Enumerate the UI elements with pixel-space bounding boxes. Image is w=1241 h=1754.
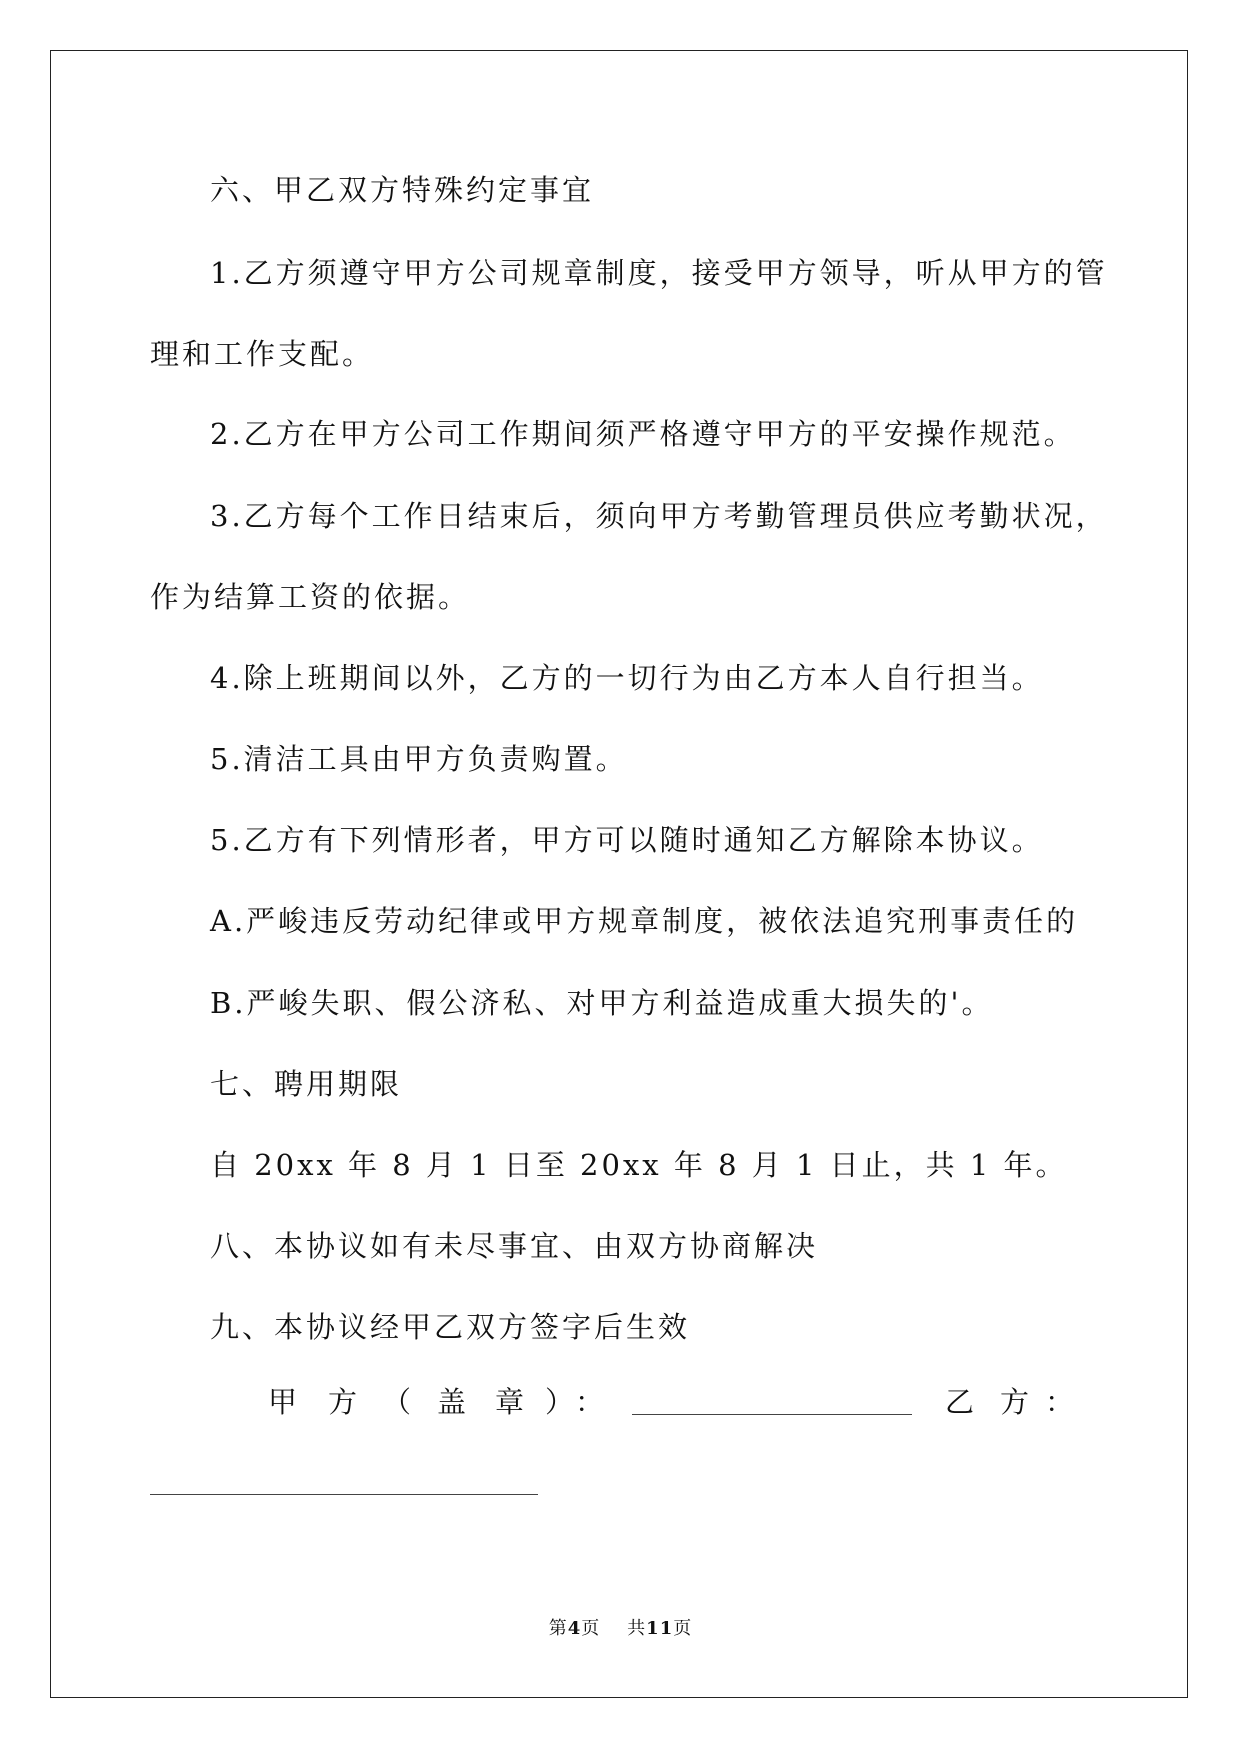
party-a-char: 盖 (437, 1385, 467, 1419)
section-9-heading: 九、本协议经甲乙双方签字后生效 (210, 1310, 691, 1344)
clause-5b-item-b: B.严峻失职、假公济私、对甲方利益造成重大损失的'。 (210, 986, 994, 1020)
clause-5a: 5.清洁工具由甲方负责购置。 (210, 742, 628, 776)
party-a-signature-blank (632, 1414, 912, 1415)
clause-2: 2.乙方在甲方公司工作期间须严格遵守甲方的平安操作规范。 (210, 417, 1076, 451)
party-a-char: 方 (328, 1385, 358, 1419)
party-a-char: ） (545, 1385, 575, 1419)
clause-1-line-2: 理和工作支配。 (150, 337, 375, 371)
clause-3-line-1: 3.乙方每个工作日结束后，须向甲方考勤管理员供应考勤状况， (210, 499, 1108, 533)
page-border (50, 50, 1188, 1698)
party-a-char: （ (382, 1385, 412, 1419)
footer-page-prefix: 第 (548, 1618, 568, 1639)
page-footer (0, 1617, 1241, 1641)
clause-3-line-2: 作为结算工资的依据。 (150, 580, 471, 614)
party-a-char: 甲 (268, 1385, 298, 1419)
footer-total-prefix: 共 (627, 1618, 647, 1639)
signature-row (150, 1382, 1075, 1422)
section-6-heading: 六、甲乙双方特殊约定事宜 (210, 173, 595, 207)
clause-5b-item-a: A.严峻违反劳动纪律或甲方规章制度，被依法追究刑事责任的 (210, 904, 1079, 938)
party-b-char: 乙 (945, 1385, 975, 1419)
employment-term: 自 20xx 年 8 月 1 日至 20xx 年 8 月 1 日止，共 1 年。 (210, 1148, 1068, 1182)
section-7-heading: 七、聘用期限 (210, 1067, 403, 1101)
clause-1-line-1: 1.乙方须遵守甲方公司规章制度，接受甲方领导，听从甲方的管 (210, 256, 1108, 290)
footer-page-suffix: 页 (581, 1618, 601, 1639)
party-b-char: 方 (1000, 1385, 1030, 1419)
clause-5b: 5.乙方有下列情形者，甲方可以随时通知乙方解除本协议。 (210, 823, 1044, 857)
party-b-signature-blank (150, 1494, 538, 1495)
party-b-char: ： (1045, 1385, 1075, 1419)
party-a-char: 章 (495, 1385, 525, 1419)
footer-page-number: 4 (567, 1618, 582, 1639)
clause-4: 4.除上班期间以外，乙方的一切行为由乙方本人自行担当。 (210, 661, 1044, 695)
party-a-char: ： (575, 1385, 605, 1419)
footer-total-pages: 11 (646, 1618, 674, 1639)
section-8-heading: 八、本协议如有未尽事宜、由双方协商解决 (210, 1229, 819, 1263)
footer-total-suffix: 页 (673, 1618, 693, 1639)
